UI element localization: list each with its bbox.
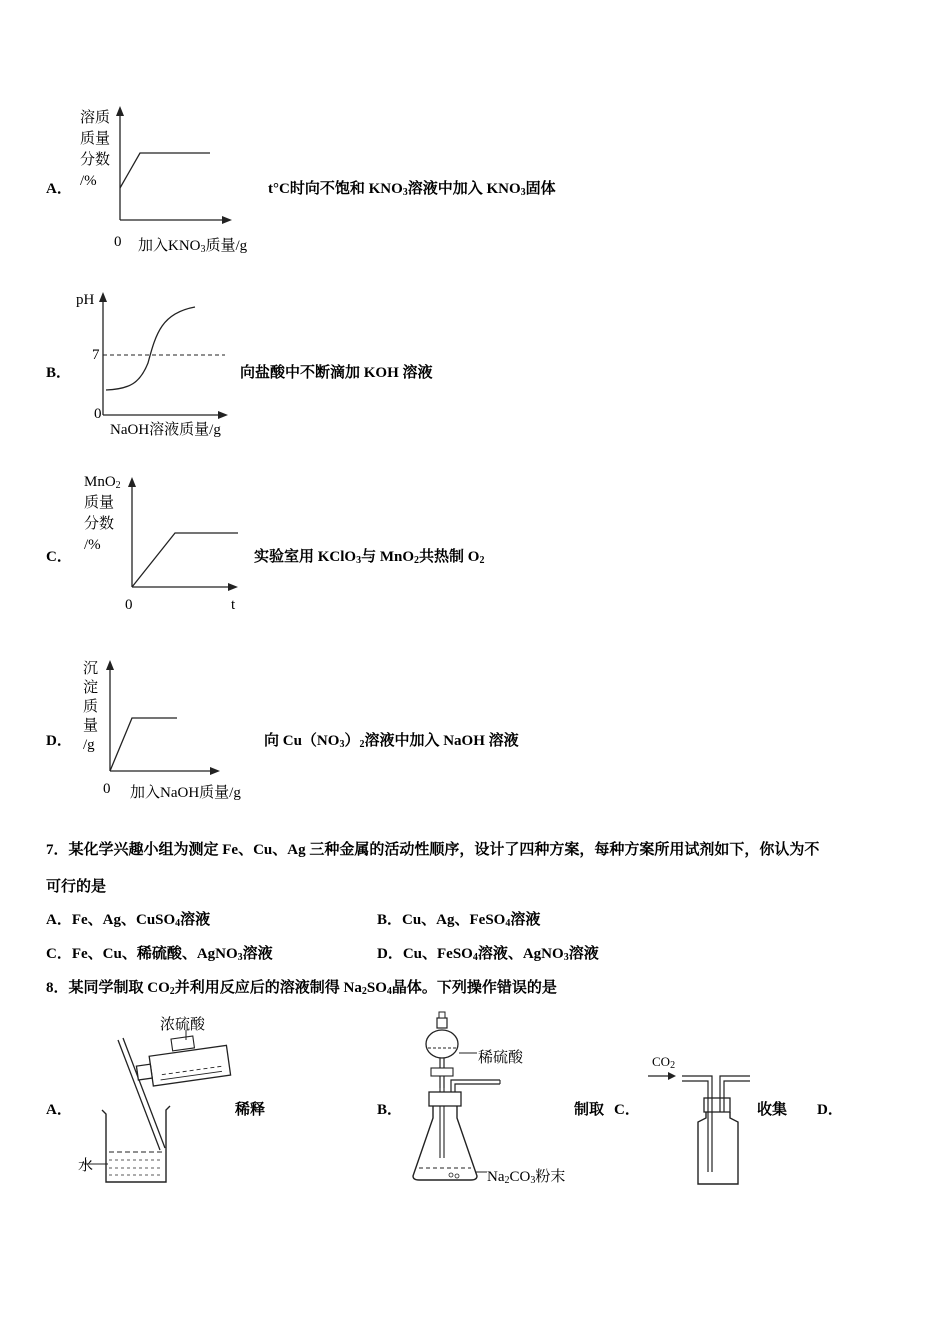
graph-b-ylabel: pH [76,292,95,308]
option-a-description: t°C时向不饱和 $KNO_3$溶液中加入 $KNO_3$固体 [268,181,556,198]
option-b-description: 向盐酸中不断滴加 KOH 溶液 [240,365,433,381]
q7-stem-line1: 7．某化学兴趣小组为测定 Fe、Cu、Ag 三种金属的活动性顺序，设计了四种方案，每种方案所用试剂如下，你认为不 [46,842,820,858]
q8-option-a-label: A． [46,1102,72,1118]
sodium-carbonate-label: $Na_2CO_3$粉末 [487,1169,566,1186]
co2-label: $CO_2$ [652,1054,676,1071]
graph-b-seven: 7 [92,347,100,363]
option-c-label: C． [46,549,72,565]
option-b-label: B． [46,365,72,381]
graph-d-origin: 0 [103,781,111,797]
graph-d-ylabel: 沉 淀 质 量 /g [83,661,99,753]
option-c-description: 实验室用 KClO$_3$与 MnO$_2$共热制 $O_2$ [254,549,485,566]
graph-c-ylabel: MnO$_2$ 质量 分数 /% [84,474,121,553]
option-d-label: D． [46,733,72,749]
q8-option-b-text: 制取 [574,1102,605,1118]
water-label: 水 [78,1158,94,1174]
graph-b-xlabel: NaOH溶液质量/g [110,422,221,438]
option-d-description: 向 $Cu(NO_3)_2$溶液中加入 NaOH 溶液 [264,733,519,750]
gas-generator-apparatus [405,1008,575,1186]
q8-option-d-label: D． [817,1102,843,1118]
q7-option-b: B．Cu、Ag、FeSO$_4$溶液 [377,912,541,929]
q7-option-c: C．Fe、Cu、稀硫酸、AgNO$_3$溶液 [46,946,273,963]
q7-option-a: A．Fe、Ag、CuSO$_4$溶液 [46,912,211,929]
q7-option-d: D．Cu、FeSO$_4$溶液、AgNO$_3$溶液 [377,946,599,963]
q8-option-a-text: 稀释 [235,1102,266,1118]
option-a-label: A． [46,181,72,197]
q8-option-c-text: 收集 [757,1102,788,1118]
graph-c-origin: 0 [125,597,133,613]
dilution-apparatus [70,1010,240,1190]
graph-d [70,655,270,785]
graph-a-ylabel: 溶质 质量 分数 /% [80,110,111,189]
q7-stem-line2: 可行的是 [46,879,107,895]
conc-sulfuric-acid-label: 浓硫酸 [160,1017,206,1033]
graph-c-xlabel: t [231,597,236,613]
q8-stem: 8．某同学制取 $CO_2$并利用反应后的溶液制得 $Na_2SO_4$晶体。下列操作错误的是 [46,980,557,997]
graph-a-xlabel: 加入$KNO_3$质量/g [138,238,248,255]
graph-b-origin: 0 [94,406,102,422]
graph-d-xlabel: 加入NaOH质量/g [130,785,241,801]
gas-collection-apparatus [640,1064,760,1189]
dilute-sulfuric-acid-label: 稀硫酸 [478,1050,524,1066]
graph-a-origin: 0 [114,234,122,250]
q8-option-b-label: B． [377,1102,403,1118]
q8-option-c-label: C． [614,1102,640,1118]
